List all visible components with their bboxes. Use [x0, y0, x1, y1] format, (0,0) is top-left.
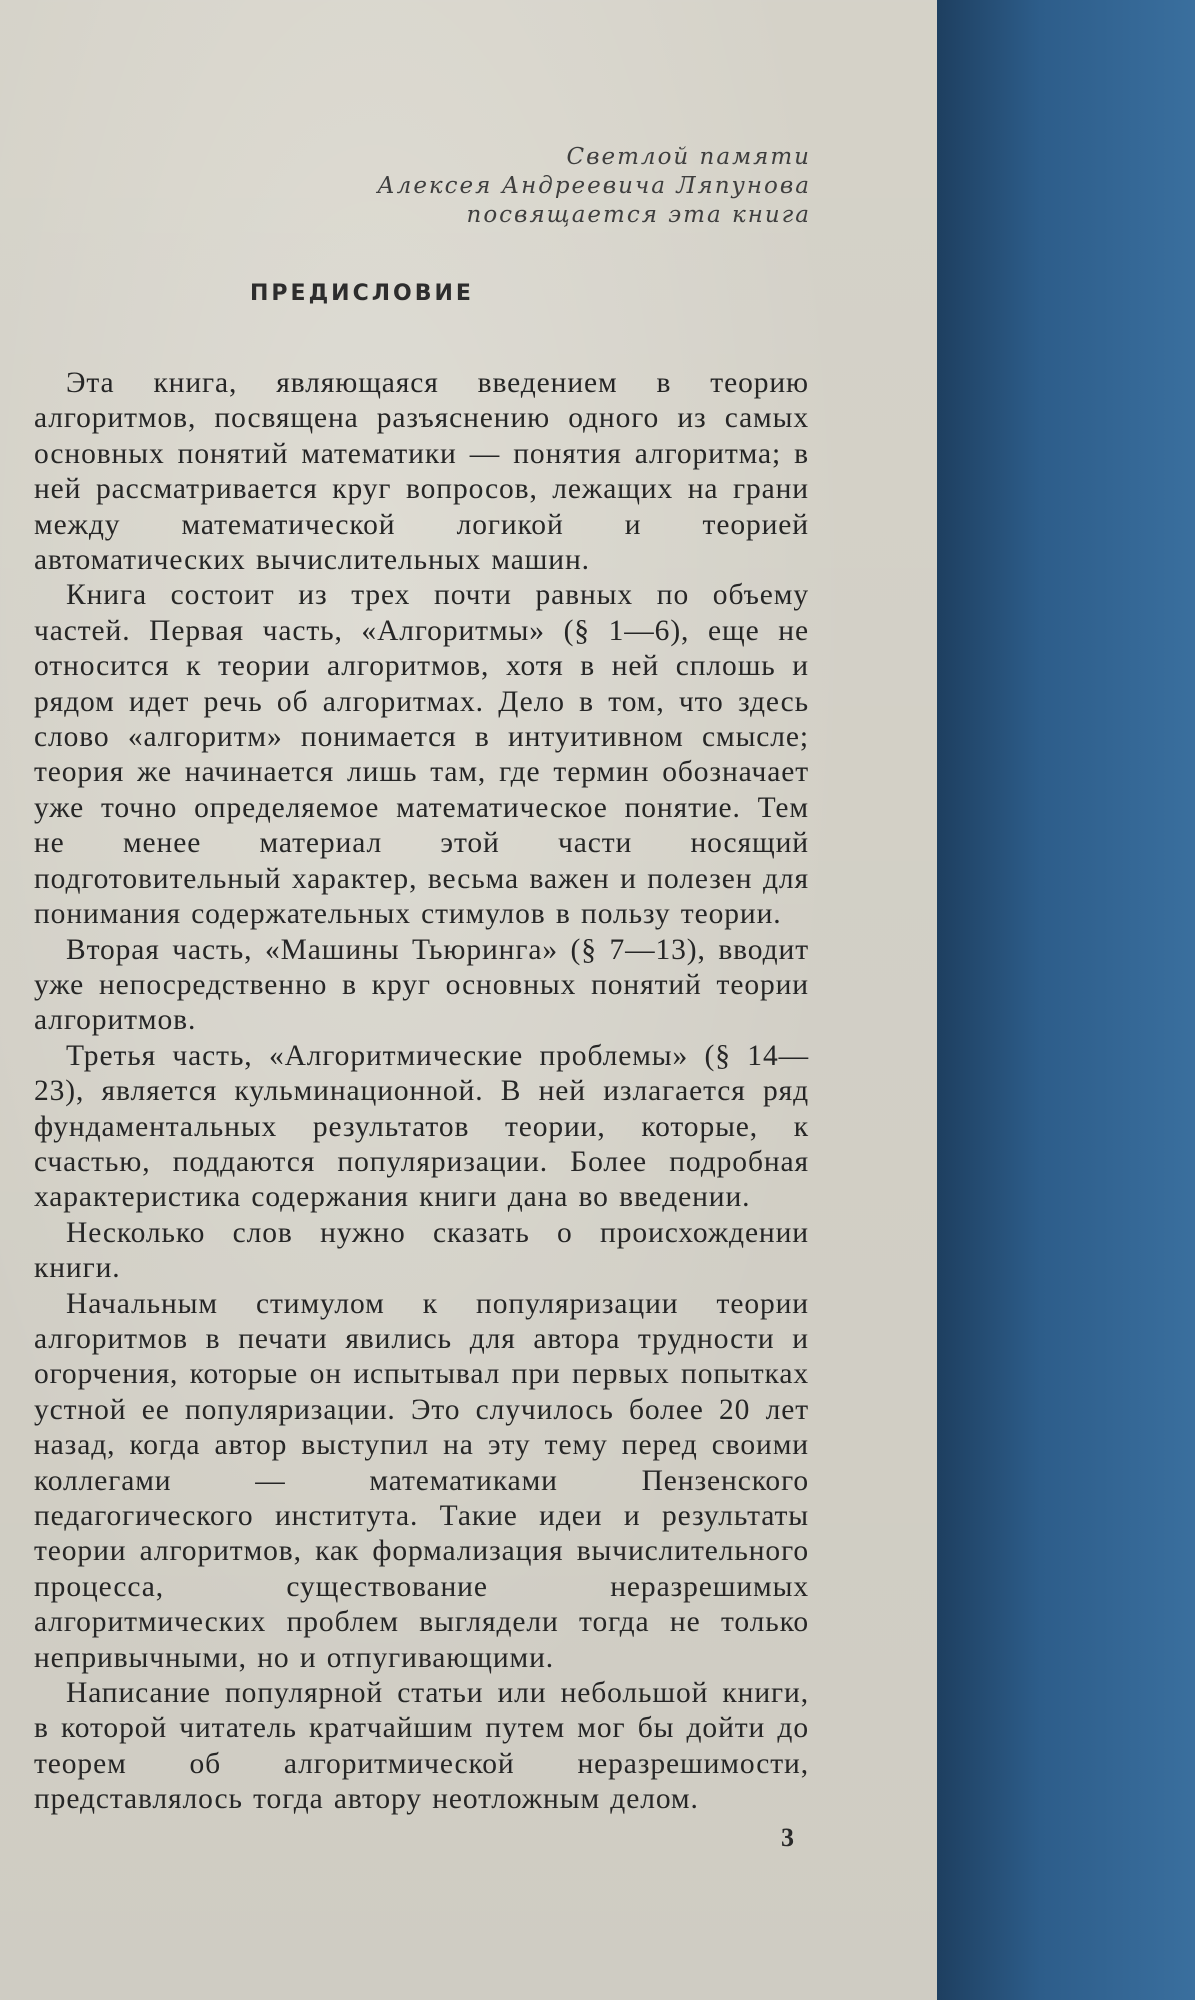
paragraph: Третья часть, «Алгоритмические проблемы» (§ 14—23), является кульминационной. В ней излагается ряд фундаментальных результатов теории, которые, к счастью, поддаются популяризации. Более подробная характеристика содержания книги дана во введении.	[34, 1039, 809, 1214]
dedication-line: посвящается эта книга	[466, 202, 811, 228]
paragraph: Вторая часть, «Машины Тьюринга» (§ 7—13), вводит уже непосредственно в круг основных понятий теории алгоритмов.	[34, 933, 809, 1037]
background-surface	[937, 0, 1195, 2000]
paragraph: Написание популярной статьи или небольшой книги, в которой читатель кратчайшим путем мог бы дойти до теорем об алгоритмической неразрешимости, представлялось тогда автору неотложным делом.	[34, 1677, 809, 1816]
dedication	[377, 143, 811, 230]
paragraph: Книга состоит из трех почти равных по объему частей. Первая часть, «Алгоритмы» (§ 1—6), еще не относится к теории алгоритмов, хотя в ней сплошь и рядом идет речь об алгоритмах. Дело в том, что здесь слово «алгоритм» понимается в интуитивном смысле; теория же начинается лишь там, где термин обозначает уже точно определяемое математическое понятие. Тем не менее материал этой части носящий подготовительный характер, весьма важен и полезен для понимания содержательных стимулов в пользу теории.	[34, 579, 809, 931]
paragraph: Несколько слов нужно сказать о происхождении книги.	[34, 1216, 809, 1285]
page-number: 3	[781, 1823, 794, 1852]
paragraph: Эта книга, являющаяся введением в теорию алгоритмов, посвящена разъяснению одного из самых основных понятий математики — понятия алгоритма; в ней рассматривается круг вопросов, лежащих на грани между математической логикой и теорией автоматических вычислительных машин.	[34, 367, 809, 577]
dedication-line: Алексея Андреевича Ляпунова	[377, 173, 811, 199]
preface-body	[34, 366, 809, 1818]
preface-title: ПРЕДИСЛОВИЕ	[250, 281, 474, 306]
dedication-line: Светлой памяти	[566, 144, 811, 170]
paragraph: Начальным стимулом к популяризации теории алгоритмов в печати явились для автора трудности и огорчения, которые он испытывал при первых попытках устной ее популяризации. Это случилось более 20 лет назад, когда автор выступил на эту тему перед своими коллегами — математиками Пензенского педагогического института. Такие идеи и результаты теории алгоритмов, как формализация вычислительного процесса, существование неразрешимых алгоритмических проблем выглядели тогда не только непривычными, но и отпугивающими.	[34, 1287, 809, 1674]
